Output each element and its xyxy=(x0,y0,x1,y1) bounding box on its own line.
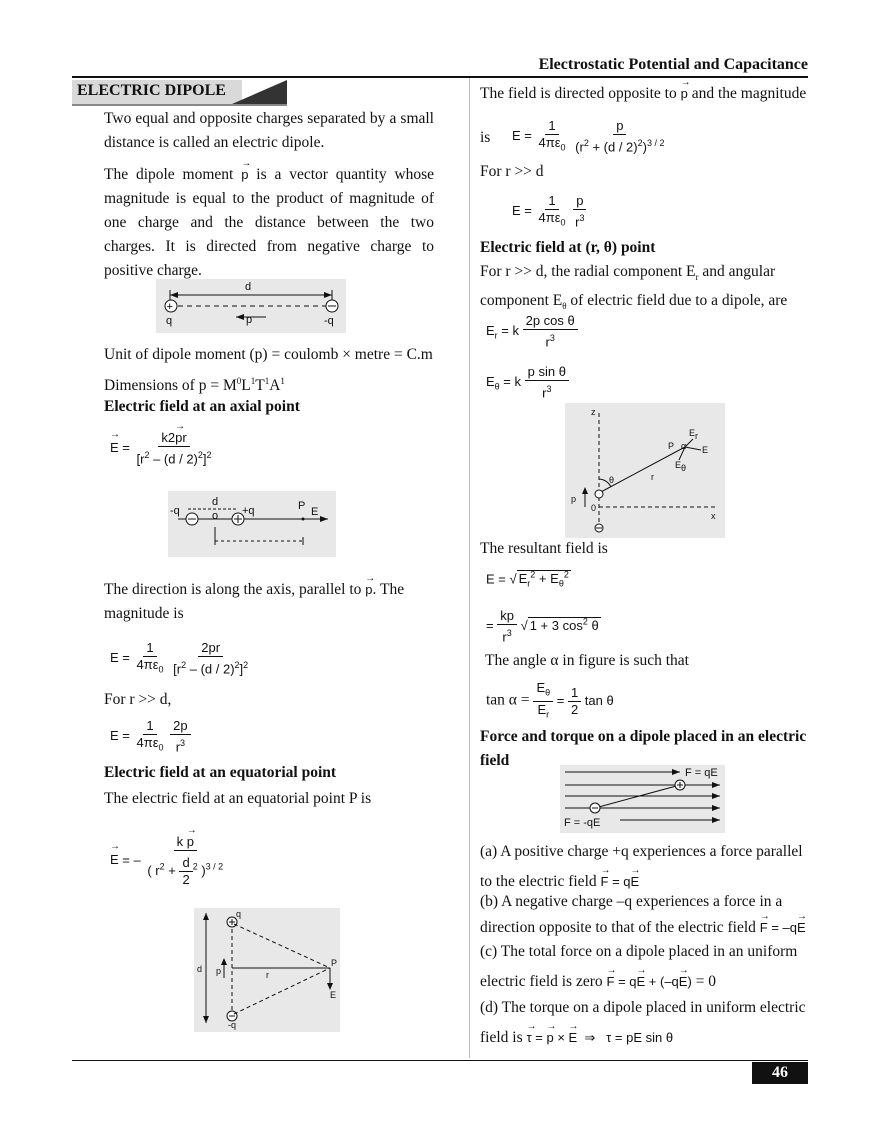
fig3-label-P: P xyxy=(331,958,338,968)
resultant-equation: E = √ $E_r^2 + E_\theta^2$ xyxy=(486,570,569,589)
item-b: (b) A negative charge –q experiences a force in a direction opposite to that of the electric field → F = –q→ E xyxy=(480,889,810,941)
fig4-label-x: x xyxy=(711,511,716,521)
fig1-label-mq: -q xyxy=(324,315,334,327)
axial-figure xyxy=(168,491,336,557)
r-theta-text: For r >> d, the radial component $E_r$ and angular component $E_\theta$ of electric field due to a dipole, are xyxy=(480,263,788,312)
equatorial-for-r: For r >> d xyxy=(480,163,544,180)
fig4-label-theta: θ xyxy=(609,475,615,485)
fig4-label-zero: 0 xyxy=(591,503,597,513)
radial-component-equation: $E_r = k$ $\frac{\text{2p cos θ}}{r^3}$ xyxy=(486,313,578,350)
fig3-label-E: E xyxy=(330,990,337,1000)
dipole-moment-text: The dipole moment → p is a vector quantity whose magnitude is equal to the product of magnitude of one charge and the distance between the two charges. It is directed from negative charge to positive charge. xyxy=(104,163,434,283)
item-c: (c) The total force on a dipole placed in an uniform electric field is zero → F = q→ E + (–q→ E) = 0 xyxy=(480,937,810,997)
fig3-label-mq: -q xyxy=(228,1020,237,1030)
angle-text: The angle α in figure is such that xyxy=(485,652,689,669)
angular-component-equation: $E_\theta = k$ $\frac{\text{p sin θ}}{r^3}$ xyxy=(486,364,569,401)
fig2-label-mq: -q xyxy=(170,505,180,517)
fig4-label-r: r xyxy=(651,472,654,482)
force-torque-title: Force and torque on a dipole placed in an electric field xyxy=(480,728,807,769)
fig4-label-Etheta: $E_\theta$ xyxy=(675,460,687,473)
fig5-label-force-positive: F = qE xyxy=(685,767,718,779)
equatorial-magnitude-equation: E = $\frac{1}{4\pi\varepsilon_0}$ $\frac{p}{(r^2 + (d / 2)^2)^{3 / 2}}$ xyxy=(512,118,665,155)
equatorial-equation: → E = – k → p ( $r^2$ + $\frac{d}{2}$ $^2$ )$^{3 / 2}$ xyxy=(110,834,226,888)
equatorial-approx-equation: E = $\frac{1}{4\pi\varepsilon_0}$ $\frac{p}{r^3}$ xyxy=(512,193,585,230)
fig1-label-p: p xyxy=(246,314,253,326)
fig1-label-d: d xyxy=(245,281,252,293)
fig3-label-r: r xyxy=(266,970,269,980)
tan-alpha-equation: tan α = $\frac{E_\theta}{E_r}$ = $\frac{1}{2}$ tan θ xyxy=(486,680,614,720)
fig4-label-P: P xyxy=(668,441,675,451)
section-title-box xyxy=(72,80,287,110)
r-theta-title: Electric field at (r, θ) point xyxy=(480,239,656,256)
axial-approx-equation: E = $\frac{1}{4\pi\varepsilon_0}$ $\frac{2p}{r^3}$ xyxy=(110,718,191,756)
fig2-label-P: P xyxy=(298,500,306,512)
fig1-label-q: q xyxy=(166,315,173,327)
svg-text:+: + xyxy=(166,301,173,313)
item-d: (d) The torque on a dipole placed in uniform electric field is → τ = → p × → E ⇒ τ = pE sin θ xyxy=(480,993,810,1053)
axial-magnitude-equation: E = $\frac{1}{4\pi\varepsilon_0}$ $\frac{2pr}{[r^2 - (d / 2)^2]^2}$ xyxy=(110,640,249,677)
fig4-label-Er: $E_r$ xyxy=(689,428,699,441)
item-a: (a) A positive charge +q experiences a force parallel to the electric field → F = q→ E xyxy=(480,837,810,897)
p-vector-symbol: → p xyxy=(241,163,248,187)
equatorial-figure xyxy=(194,908,340,1032)
fig2-label-pq: +q xyxy=(242,505,255,517)
fig4-label-E: E xyxy=(702,445,709,455)
running-header: Electrostatic Potential and Capacitance xyxy=(538,56,808,73)
dipole-unit: Unit of dipole moment (p) = coulomb × metre = C.m xyxy=(104,346,433,363)
fig2-label-d: d xyxy=(212,496,219,508)
equatorial-title: Electric field at an equatorial point xyxy=(104,764,337,781)
axial-direction-text: The direction is along the axis, parallel to → p. The magnitude is xyxy=(104,578,434,626)
dipole-dimensions: Dimensions of $p = M^0L^1T^1A^1$ xyxy=(104,376,285,395)
opposite-direction-text: The field is directed opposite to → p and the magnitude xyxy=(480,82,810,106)
dipole-figure xyxy=(156,279,346,333)
fig2-label-E: E xyxy=(311,506,319,518)
axial-title: Electric field at an axial point xyxy=(104,398,300,415)
fig4-label-p: p xyxy=(571,494,577,504)
fig5-label-force-negative: F = -qE xyxy=(564,817,601,829)
fig2-label-o: o xyxy=(212,510,219,522)
header-rule xyxy=(72,76,808,78)
footer-rule xyxy=(72,1060,808,1061)
axial-field-vector-equation: → E = $\frac{k2\to pr}{[r^2 - (d / 2)^2]^2}$ xyxy=(110,430,215,467)
section-title: ELECTRIC DIPOLE xyxy=(77,82,226,99)
fig4-label-z: z xyxy=(591,407,596,417)
is-label: is xyxy=(480,129,491,146)
r-theta-figure xyxy=(565,403,725,538)
fig3-label-q: q xyxy=(236,909,242,919)
fig3-label-d: d xyxy=(197,964,203,974)
fig4-label-alpha: α xyxy=(681,441,687,451)
equatorial-text: The electric field at an equatorial point P is xyxy=(104,790,372,807)
page-number: 46 xyxy=(752,1062,808,1084)
fig3-label-p: p xyxy=(216,966,222,976)
column-divider xyxy=(469,78,470,1058)
resultant-text: The resultant field is xyxy=(480,540,608,557)
resultant-expanded-equation: = $\frac{kp}{r^3}$ √ 1 + 3 $\cos^2 \theta$ xyxy=(486,608,599,645)
dipole-in-field-figure xyxy=(560,765,725,833)
dipole-definition: Two equal and opposite charges separated by a small distance is called an electric dipole. xyxy=(104,110,434,151)
axial-for-r: For r >> d, xyxy=(104,691,172,708)
